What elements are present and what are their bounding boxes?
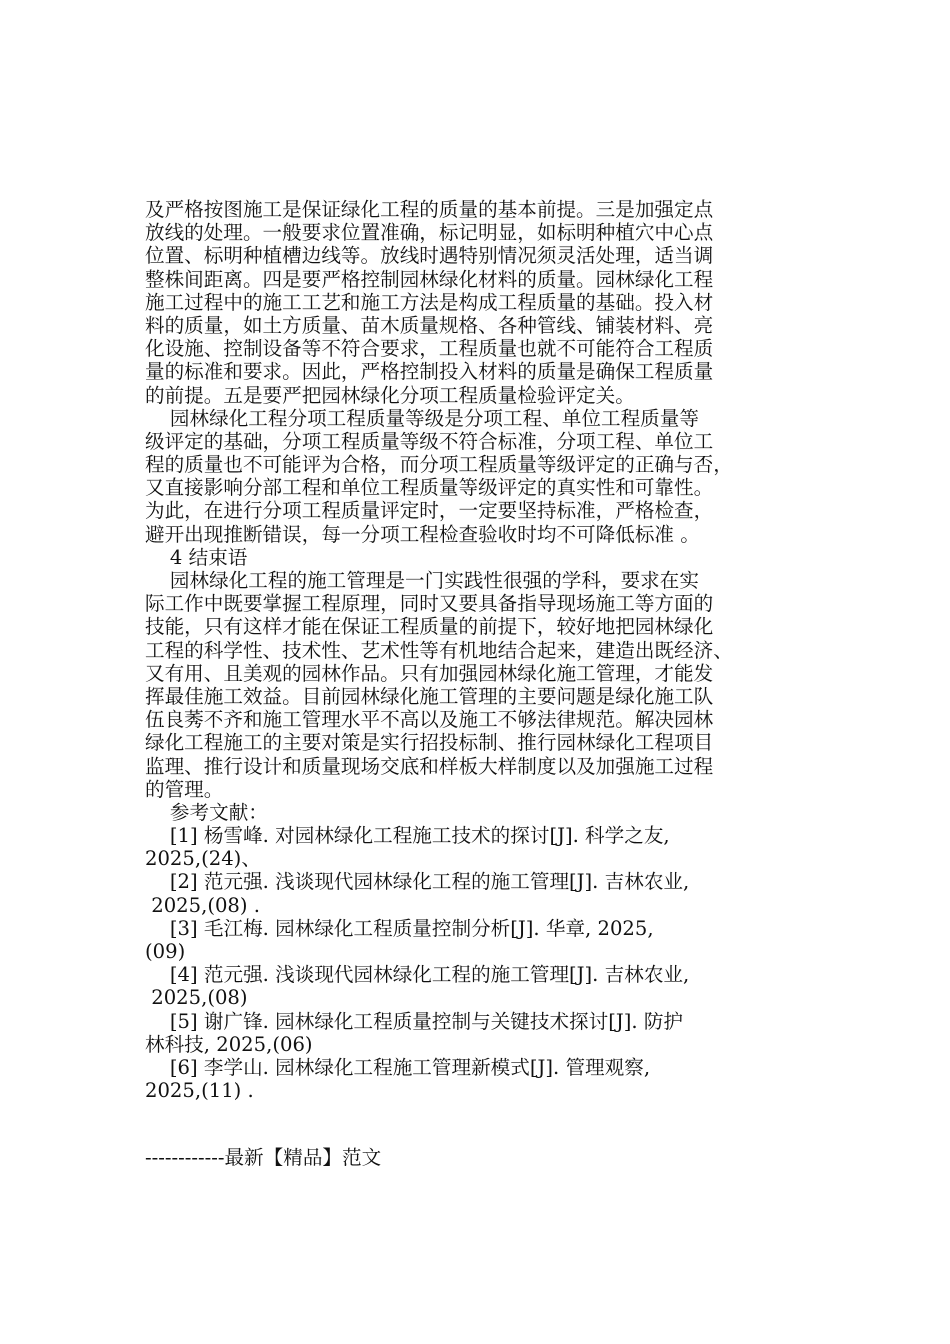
text-line: 伍良莠不齐和施工管理水平不高以及施工不够法律规范。解决园林 (145, 708, 714, 732)
reference-item-continued: 2025,(08) . (145, 893, 260, 917)
section-heading: 4 结束语 (145, 545, 248, 569)
paragraph-start-line: 园林绿化工程分项工程质量等级是分项工程、单位工程质量等 (145, 406, 699, 430)
text-line: 际工作中既要掌握工程原理，同时又要具备指导现场施工等方面的 (145, 592, 714, 616)
reference-item: [1] 杨雪峰. 对园林绿化工程施工技术的探讨[J]. 科学之友, (145, 824, 670, 848)
text-line: 工程的科学性、技术性、艺术性等有机地结合起来，建造出既经济、 (145, 638, 733, 662)
reference-item-continued: (09) (145, 940, 186, 963)
text-line: 技能，只有这样才能在保证工程质量的前提下，较好地把园林绿化 (145, 615, 714, 639)
text-line: 避开出现推断错误，每一分项工程检查验收时均不可降低标准 。 (145, 522, 700, 546)
text-line: 放线的处理。一般要求位置准确，标记明显，如标明种植穴中心点 (145, 221, 714, 245)
reference-item: [6] 李学山. 园林绿化工程施工管理新模式[J]. 管理观察, (145, 1055, 651, 1079)
text-line: 监理、推行设计和质量现场交底和样板大样制度以及加强施工过程 (145, 754, 714, 778)
document-body (145, 198, 813, 1102)
reference-item-continued: 2025,(11) . (145, 1079, 254, 1103)
references-heading: 参考文献： (145, 800, 268, 824)
text-line: 的管理。 (145, 777, 224, 801)
text-line: 量的标准和要求。因此，严格控制投入材料的质量是确保工程质量 (145, 360, 714, 384)
reference-item: [2] 范元强. 浅谈现代园林绿化工程的施工管理[J]. 吉林农业, (145, 870, 690, 894)
paragraph-start-line: 园林绿化工程的施工管理是一门实践性很强的学科，要求在实 (145, 569, 699, 592)
reference-item: [5] 谢广锋. 园林绿化工程质量控制与关键技术探讨[J]. 防护 (145, 1009, 684, 1033)
text-line: 的前提。五是要严把园林绿化分项工程质量检验评定关。 (145, 383, 635, 407)
text-line: 绿化工程施工的主要对策是实行招投标制、推行园林绿化工程项目 (145, 731, 714, 755)
text-line: 程的质量也不可能评为合格，而分项工程质量等级评定的正确与否， (145, 453, 733, 477)
text-line: 又有用、且美观的园林作品。只有加强园林绿化施工管理，才能发 (145, 661, 714, 685)
text-line: 为此，在进行分项工程质量评定时，一定要坚持标准，严格检查， (145, 499, 714, 523)
reference-item: [4] 范元强. 浅谈现代园林绿化工程的施工管理[J]. 吉林农业, (145, 963, 690, 987)
reference-item-continued: 林科技, 2025,(06) (145, 1032, 313, 1056)
text-line: 挥最佳施工效益。目前园林绿化施工管理的主要问题是绿化施工队 (145, 684, 714, 708)
text-line: 又直接影响分部工程和单位工程质量等级评定的真实性和可靠性。 (145, 476, 714, 500)
text-line: 化设施、控制设备等不符合要求，工程质量也就不可能符合工程质 (145, 337, 714, 361)
text-line: 位置、标明种植槽边线等。放线时遇特别情况须灵活处理，适当调 (145, 244, 714, 268)
reference-item-continued: 2025,(24)、 (145, 847, 261, 871)
text-line: 及严格按图施工是保证绿化工程的质量的基本前提。三是加强定点 (145, 198, 714, 221)
text-line: 级评定的基础，分项工程质量等级不符合标准，分项工程、单位工 (145, 429, 714, 453)
text-line: 料的质量，如土方质量、苗木质量规格、各种管线、铺装材料、亮 (145, 313, 714, 337)
text-line: 施工过程中的施工工艺和施工方法是构成工程质量的基础。投入材 (145, 290, 714, 314)
footer-tagline: ------------最新【精品】范文 (145, 1146, 382, 1169)
text-line: 整株间距离。四是要严格控制园林绿化材料的质量。园林绿化工程 (145, 267, 714, 291)
reference-item: [3] 毛江梅. 园林绿化工程质量控制分析[J]. 华章, 2025, (145, 916, 654, 940)
reference-item-continued: 2025,(08) (145, 986, 248, 1010)
